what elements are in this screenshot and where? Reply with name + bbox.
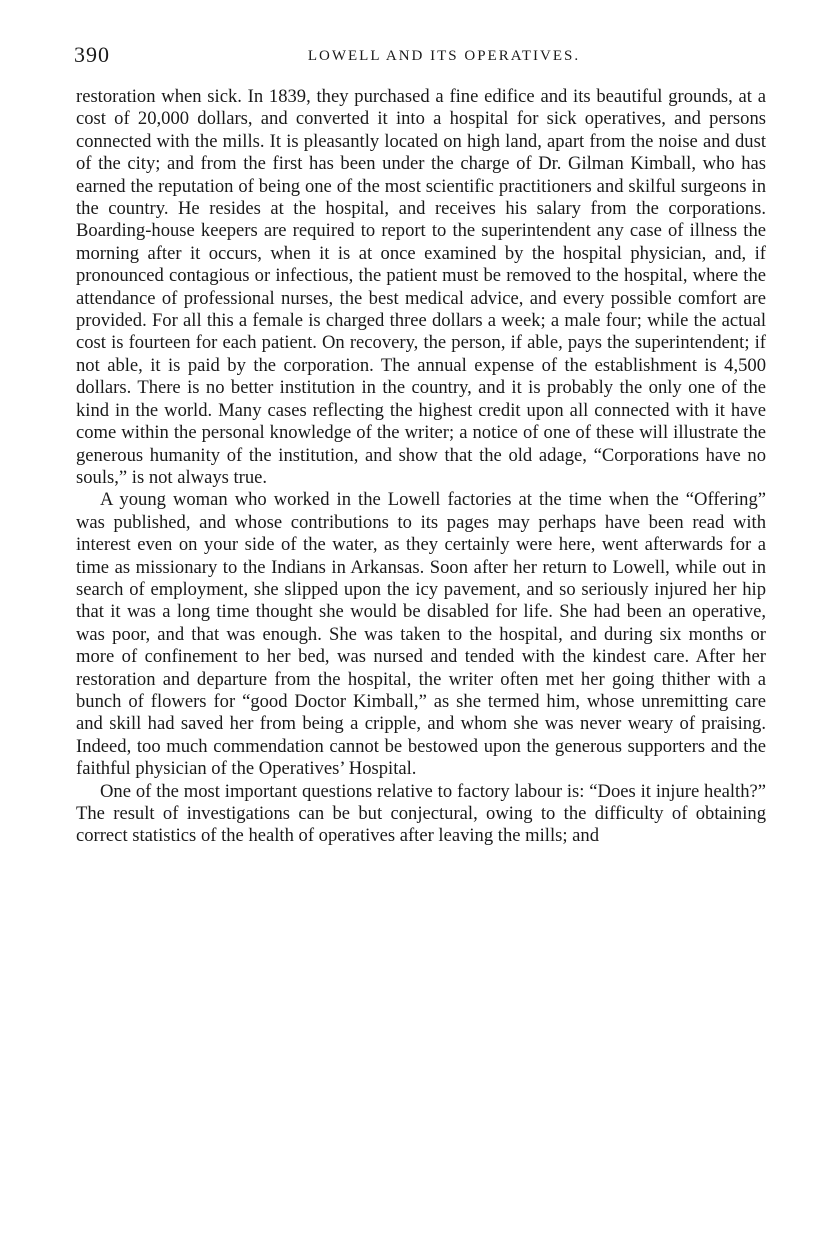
running-title: LOWELL AND ITS OPERATIVES. [307, 48, 581, 64]
page-header [74, 42, 774, 72]
page-number: 390 [74, 42, 110, 67]
paragraph: A young woman who worked in the Lowell factories at the time when the “Offering” was published, and whose contributions to its pages may perhaps have been read with interest even on your side of the water, as they certainly were here, went afterwards for a time as missionary to the Indians in Arkansas. Soon after her return to Lowell, while out in search of employment, she slipped upon the icy pavement, and so seriously injured her hip that it was a long time thought she would be disabled for life. She had been an operative, was poor, and that was enough. She was taken to the hospital, and during six months or more of confinement to her bed, was nursed and tended with the kindest care. After her restoration and departure from the hospital, the writer often met her going thither with a bunch of flowers for “good Doctor Kimball,” as she termed him, whose unremitting care and skill had saved her from being a cripple, and whom she was never weary of praising. Indeed, too much commendation cannot be bestowed upon the generous supporters and the faithful physician of the Operatives’ Hospital. [76, 489, 766, 780]
body-text [76, 86, 766, 848]
paragraph: One of the most important questions relative to factory labour is: “Does it injure health?” The result of investigations can be but conjectural, owing to the difficulty of obtaining correct statistics of the health of operatives after leaving the mills; and [76, 780, 766, 847]
paragraph: restoration when sick. In 1839, they purchased a fine edifice and its beautiful grounds, at a cost of 20,000 dollars, and converted it into a hospital for sick operatives, and persons connected with the mills. It is pleasantly located on high land, apart from the noise and dust of the city; and from the first has been under the charge of Dr. Gilman Kimball, who has earned the reputation of being one of the most scientific practitioners and skilful surgeons in the country. He resides at the hospital, and receives his salary from the corporations. Boarding-house keepers are required to report to the superintendent any case of illness the morning after it occurs, when it is at once examined by the hospital physician, and, if pronounced contagious or infectious, the patient must be removed to the hospital, where the attendance of professional nurses, the best medical advice, and every possible comfort are provided. For all this a female is charged three dollars a week; a male four; while the actual cost is fourteen for each patient. On recovery, the person, if able, pays the superintendent; if not able, it is paid by the corporation. The annual expense of the establishment is 4,500 dollars. There is no better institution in the country, and it is probably the only one of the kind in the world. Many cases reflecting the highest credit upon all connected with it have come within the personal knowledge of the writer; a notice of one of these will illustrate the generous humanity of the institution, and show that the old adage, “Corporations have no souls,” is not always true. [76, 86, 766, 488]
